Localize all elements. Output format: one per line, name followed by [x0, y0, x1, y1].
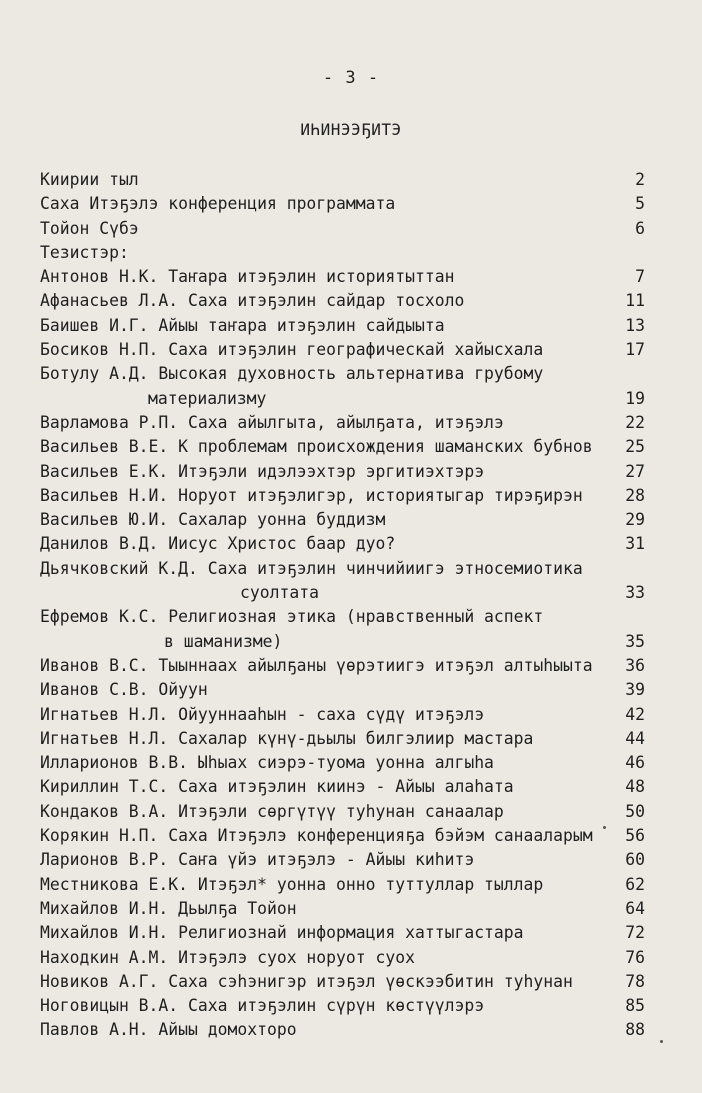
toc-entry-page: 60: [625, 850, 645, 870]
toc-entry-page: 39: [625, 680, 645, 700]
toc-entry: [40, 484, 645, 508]
toc-entry: [40, 970, 645, 994]
toc-entry: [40, 921, 645, 945]
toc-entry-title: Иванов В.С. Тыыннаах айылҕаны үөрэтиигэ итэҕэл алтыһыыта: [40, 655, 593, 675]
toc-entry-continuation: суолтата: [240, 583, 319, 603]
ink-speck: [603, 826, 606, 829]
toc-entry-title: Киирии тыл: [40, 170, 139, 189]
toc-entry-continuation: в шаманизме): [164, 631, 283, 651]
toc-entry-title: Афанасьев Л.А. Саха итэҕэлин сайдар тосхоло: [40, 291, 465, 311]
toc-entry: [40, 411, 645, 435]
toc-entry-title: Ноговицын В.А. Саха итэҕэлин сүрүн көстүүлэрэ: [40, 996, 485, 1016]
toc-entry: [40, 217, 645, 241]
toc-entry: [40, 557, 645, 606]
toc-entry: [40, 508, 645, 532]
toc-entry-page: 72: [625, 923, 645, 943]
toc-entry: [40, 289, 645, 313]
toc-entry-title: Павлов А.Н. Айыы домохторо: [40, 1020, 297, 1040]
toc-entry-title: Находкин А.М. Итэҕэлэ суох норуот суох: [40, 947, 415, 967]
toc-entry-page: 19: [625, 388, 645, 408]
toc-entry-page: 85: [625, 996, 645, 1016]
toc-entry-title: Михайлов И.Н. Религиознай информация хаттыгастара: [40, 923, 524, 943]
toc-entry-page: 17: [625, 340, 645, 360]
toc-entry: [40, 800, 645, 824]
toc-entry-continuation: материализму: [148, 388, 267, 408]
toc-entry: [40, 775, 645, 799]
toc-entry-title: Васильев Н.И. Норуот итэҕэлигэр, историятыгар тирэҕирэн: [40, 485, 583, 505]
toc-entry-page: 76: [625, 947, 645, 967]
toc-entry-title: Саха Итэҕэлэ конференция программата: [40, 194, 396, 214]
toc-entry-page: 50: [625, 801, 645, 821]
toc-entry-page: 13: [625, 315, 645, 335]
toc-entry-title: Иванов С.В. Ойуун: [40, 680, 208, 700]
toc-entry: [40, 824, 645, 848]
toc-entry-title: Игнатьев Н.Л. Ойууннааһын - саха сүдү итэҕэлэ: [40, 704, 485, 724]
toc-entry-page: 44: [625, 728, 645, 748]
toc-entry: [40, 314, 645, 338]
toc-entry-title: Новиков А.Г. Саха сэһэнигэр итэҕэл үөскээбитин туһунан: [40, 971, 573, 991]
toc-entry: [40, 192, 645, 216]
toc-entry: [40, 435, 645, 459]
toc-entry: [40, 897, 645, 921]
toc-entry-title: Варламова Р.П. Саха айылгыта, айылҕата, итэҕэлэ: [40, 412, 504, 432]
toc-entry: [40, 703, 645, 727]
toc-entry: [40, 362, 645, 411]
contents-heading: ИҺИНЭЭҔИТЭ: [300, 120, 402, 139]
toc-entry-title: Васильев Е.К. Итэҕэли идэлээхтэр эргитиэхтэрэ: [40, 461, 485, 481]
toc-entry-title: Тойон Сүбэ: [40, 218, 139, 238]
toc-entry-page: 64: [625, 898, 645, 918]
toc-entry-page: 88: [625, 1020, 645, 1040]
toc-entry: [40, 265, 645, 289]
toc-entry-title: Кондаков В.А. Итэҕэли сөргүтүү туһунан санаалар: [40, 801, 504, 821]
toc-entry-title: Корякин Н.П. Саха Итэҕэлэ конференцияҕа бэйэм санааларым: [40, 826, 593, 846]
toc-entry: [40, 605, 645, 654]
toc-entry-title: Антонов Н.К. Таҥара итэҕэлин историятыттан: [40, 267, 455, 287]
toc-entry-title: Кириллин Т.С. Саха итэҕэлин киинэ - Айыы алаһата: [40, 777, 514, 797]
toc-entry-page: 56: [625, 826, 645, 846]
page-number: - 3 -: [322, 68, 380, 88]
toc-entry-title: Босиков Н.П. Саха итэҕэлин географическай хайысхала: [40, 340, 544, 360]
toc-entry-page: 62: [625, 874, 645, 894]
table-of-contents: [40, 168, 645, 1043]
toc-entry-page: 28: [625, 485, 645, 505]
toc-entry: [40, 751, 645, 775]
toc-section-label: [40, 241, 645, 265]
toc-entry-page: 7: [635, 267, 645, 287]
toc-entry-page: 5: [635, 194, 645, 214]
toc-entry-page: 31: [625, 534, 645, 554]
toc-entry-title: Игнатьев Н.Л. Сахалар күнү-дьылы билгэлиир мастара: [40, 728, 534, 748]
toc-entry-page: 42: [625, 704, 645, 724]
toc-entry-page: 11: [625, 291, 645, 311]
toc-entry-title: Дьячковский К.Д. Саха итэҕэлин чинчийиигэ этносемиотика: [40, 558, 583, 578]
toc-entry-page: 6: [635, 218, 645, 238]
toc-entry-title: Илларионов В.В. Ыһыах сиэрэ-туома уонна алгыһа: [40, 753, 494, 773]
toc-entry: [40, 994, 645, 1018]
toc-entry-title: Васильев Ю.И. Сахалар уонна буддизм: [40, 510, 386, 530]
toc-entry-title: Тезистэр:: [40, 242, 129, 262]
toc-entry: [40, 1018, 645, 1042]
toc-entry-title: Ботулу А.Д. Высокая духовность альтернатива грубому: [40, 364, 544, 384]
toc-entry-page: 36: [625, 655, 645, 675]
toc-entry-page: 22: [625, 412, 645, 432]
toc-entry: [40, 338, 645, 362]
toc-entry-page: 25: [625, 437, 645, 457]
toc-entry-page: 29: [625, 510, 645, 530]
toc-entry: [40, 727, 645, 751]
toc-entry: [40, 168, 645, 192]
toc-entry-page: 2: [635, 170, 645, 189]
toc-entry: [40, 532, 645, 556]
toc-entry: [40, 678, 645, 702]
ink-speck: [660, 1040, 663, 1043]
toc-entry-page: 78: [625, 971, 645, 991]
toc-entry-page: 33: [625, 583, 645, 603]
toc-entry-title: Ефремов К.С. Религиозная этика (нравственный аспект: [40, 607, 544, 627]
toc-entry-page: 27: [625, 461, 645, 481]
toc-entry-title: Васильев В.Е. К проблемам происхождения шаманских бубнов: [40, 437, 593, 457]
toc-entry: [40, 654, 645, 678]
toc-entry-page: 48: [625, 777, 645, 797]
toc-entry: [40, 873, 645, 897]
toc-entry: [40, 946, 645, 970]
toc-entry-title: Баишев И.Г. Айыы таҥара итэҕэлин сайдыыта: [40, 315, 445, 335]
toc-entry-title: Местникова Е.К. Итэҕэл* уонна онно туттуллар тыллар: [40, 874, 544, 894]
toc-entry-title: Данилов В.Д. Иисус Христос баар дуо?: [40, 534, 396, 554]
toc-entry: [40, 460, 645, 484]
toc-entry-page: 35: [625, 631, 645, 651]
toc-entry-title: Ларионов В.Р. Саҥа үйэ итэҕэлэ - Айыы киһитэ: [40, 850, 475, 870]
toc-entry-page: 46: [625, 753, 645, 773]
toc-entry-title: Михайлов И.Н. Дьылҕа Тойон: [40, 898, 297, 918]
toc-entry: [40, 848, 645, 872]
